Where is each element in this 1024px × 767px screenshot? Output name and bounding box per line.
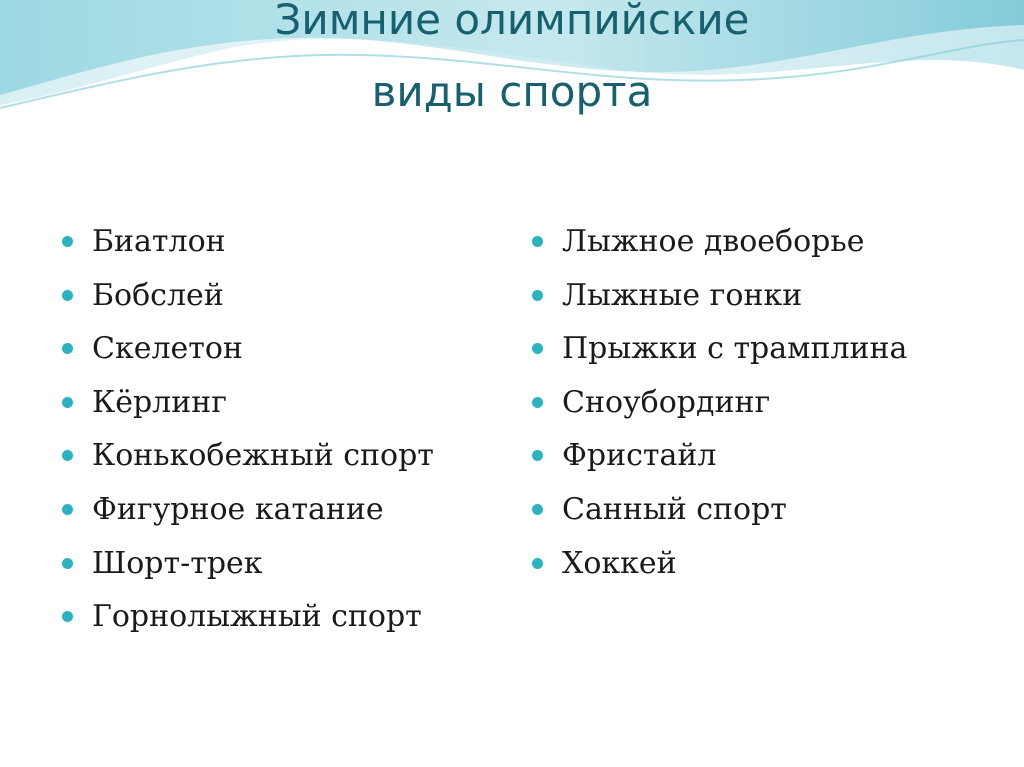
bullet-dot-icon (532, 558, 543, 569)
bullet-dot-icon (62, 236, 73, 247)
bullet-dot-icon (532, 290, 543, 301)
list-item (62, 537, 434, 591)
bullet-dot-icon (532, 397, 543, 408)
bullet-dot-icon (532, 450, 543, 461)
title-line-2: виды спорта (371, 67, 653, 116)
list-item-label: Биатлон (92, 224, 226, 259)
bullet-dot-icon (62, 450, 73, 461)
list-item (532, 429, 907, 483)
left-sports-list (62, 215, 434, 644)
list-item-label: Горнолыжный спорт (92, 599, 422, 635)
list-item-label: Сноубординг (562, 384, 771, 420)
list-item (532, 537, 907, 591)
list-item-label: Конькобежный спорт (92, 438, 434, 474)
list-item-label: Фристайл (562, 438, 717, 474)
bullet-dot-icon (62, 558, 73, 569)
list-item-label: Шорт-трек (92, 545, 263, 581)
bullet-dot-icon (532, 504, 543, 515)
list-item (532, 322, 907, 376)
list-item-label: Санный спорт (562, 491, 787, 527)
right-sports-list (532, 215, 907, 590)
list-item (62, 269, 434, 323)
bullet-dot-icon (532, 343, 543, 354)
bullet-dot-icon (62, 611, 73, 622)
list-item (62, 590, 434, 644)
list-item (62, 215, 434, 269)
list-item (62, 376, 434, 430)
list-item-label: Лыжное двоеборье (562, 224, 865, 259)
bullet-dot-icon (532, 236, 543, 247)
list-item-label: Хоккей (562, 545, 677, 581)
title-line-1: Зимние олимпийские (274, 0, 750, 44)
list-item-label: Кёрлинг (92, 384, 227, 420)
bullet-dot-icon (62, 504, 73, 515)
list-item (62, 322, 434, 376)
list-item-label: Лыжные гонки (562, 277, 803, 313)
bullet-dot-icon (62, 290, 73, 301)
list-item-label: Скелетон (92, 331, 243, 367)
bullet-dot-icon (62, 343, 73, 354)
list-item (532, 376, 907, 430)
list-item-label: Фигурное катание (92, 491, 384, 527)
list-item-label: Прыжки с трамплина (562, 331, 908, 367)
list-item (532, 215, 907, 269)
list-item (62, 483, 434, 537)
list-item (532, 269, 907, 323)
list-item-label: Бобслей (92, 277, 224, 313)
bullet-dot-icon (62, 397, 73, 408)
list-item (62, 429, 434, 483)
list-item (532, 483, 907, 537)
slide-title (0, 0, 1024, 128)
